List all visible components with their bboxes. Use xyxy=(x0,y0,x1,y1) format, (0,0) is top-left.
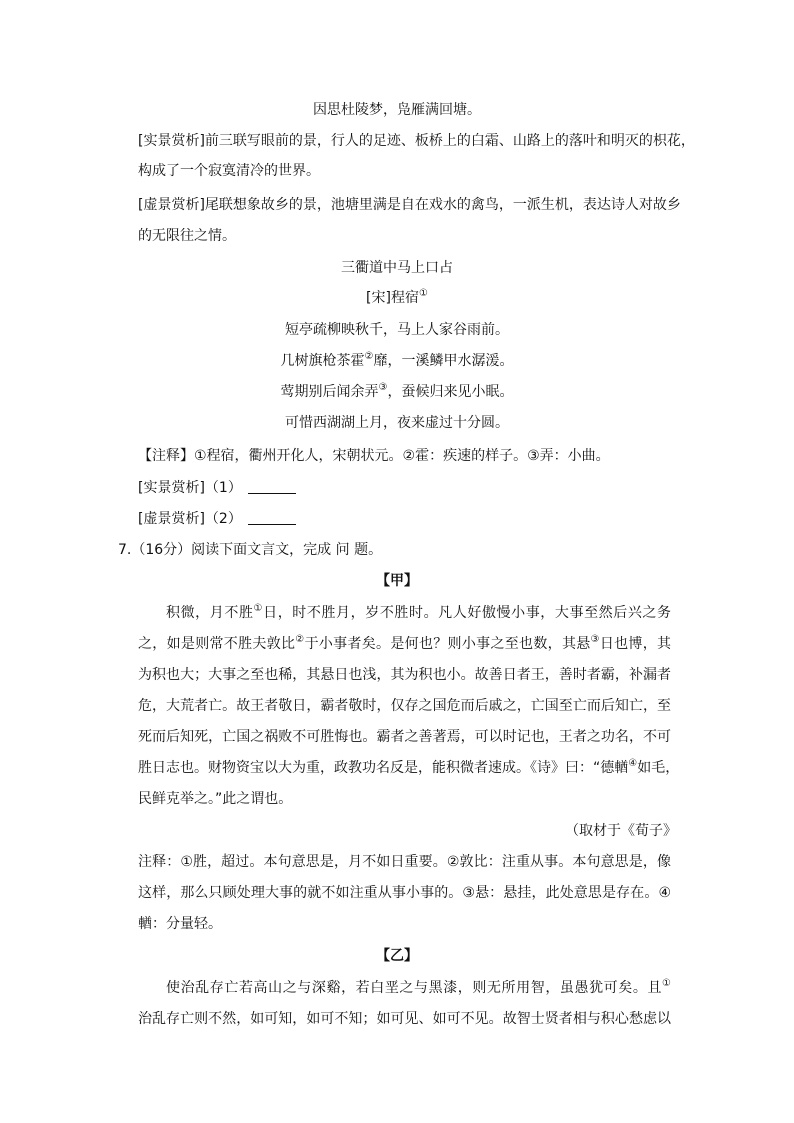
passage-a-source: （取材于《荀子》 xyxy=(565,823,677,839)
poem2-line3-part-b: ，蚕候归来见小眠。 xyxy=(387,384,514,400)
part-a-title: 【甲】 xyxy=(376,573,418,589)
poem1-last-line: 因思杜陵梦，凫雁满回塘。 xyxy=(313,102,481,118)
passage-b-line1-part1: 使治乱存亡若高山之与深谿，若白垩之与黑漆，则无所用智，虽愚犹可矣。且 xyxy=(166,980,663,996)
virtual-appreciation-question xyxy=(138,509,296,529)
passage-b-line1 xyxy=(166,978,671,998)
passage-a-line2-part3: 日也博，其 xyxy=(599,636,672,652)
poem2-author-name: [宋]程宿 xyxy=(366,290,419,306)
passage-a-line6-part2: 如毛， xyxy=(637,760,680,776)
poem2-line3-note-marker: ③ xyxy=(378,382,388,393)
passage-a-note-line2: 这样，那么只顾处理大事的就不如注重从事小事的。③悬：悬挂，此处意思是存在。④ xyxy=(138,885,671,901)
passage-a-line6 xyxy=(138,758,680,778)
passage-a-note-line1: 注释：①胜，超过。本句意思是，月不如日重要。②敦比：注重从事。本句意思是，像 xyxy=(138,854,671,870)
passage-a-line1 xyxy=(166,603,671,623)
passage-a-line4: 危，大荒者亡。故王者敬日，霸者敬时，仅存之国危而后戚之，亡国至亡而后知亡，至 xyxy=(138,698,671,714)
poem2-title: 三衢道中马上口占 xyxy=(341,260,453,276)
poem2-line4: 可惜西湖湖上月，夜来虚过十分圆。 xyxy=(285,415,509,431)
passage-a-line2-part2: 于小事者矣。是何也？则小事之至也数，其悬 xyxy=(304,636,591,652)
poem2-line3 xyxy=(0,382,794,402)
passage-a-note-line3: 輶：分量轻。 xyxy=(138,916,222,932)
passage-a-note-marker-4: ④ xyxy=(628,758,638,769)
passage-a-line2-part1: 之，如是则常不胜夫敦比 xyxy=(138,636,296,652)
poem2-line3-part-a: 莺期别后闻余弄 xyxy=(280,384,379,400)
poem2-author xyxy=(0,288,794,308)
poem2-line1: 短亭疏柳映秋千，马上人家谷雨前。 xyxy=(285,322,509,338)
poem2-line2-part-a: 几树旗枪茶霍 xyxy=(280,353,365,369)
poem2-line2-note-marker: ② xyxy=(364,351,374,362)
real-appreciation-question-label: [实景赏析]（1） xyxy=(138,480,242,496)
virtual-appreciation-line2: 的无限往之情。 xyxy=(138,228,236,244)
passage-a-line3: 为积也大；大事之至也稀，其悬日也浅，其为积也小。故善日者王，善时者霸，补漏者 xyxy=(138,667,671,683)
part-b-title: 【乙】 xyxy=(376,948,418,964)
passage-a-line7: 民鲜克举之。”此之谓也。 xyxy=(138,791,293,807)
poem2-line2 xyxy=(0,351,794,371)
poem2-line2-part-b: 靡，一溪鳞甲水潺湲。 xyxy=(373,353,514,369)
passage-b-line2: 治乱存亡则不然，如可知，如可不知；如可见、如可不见。故智士贤者相与积心愁虑以 xyxy=(138,1011,671,1027)
passage-b-note-marker-1: ① xyxy=(662,978,671,989)
question-7-heading: 7.（16分）阅读下面文言文，完成 问 题。 xyxy=(118,542,383,558)
passage-a-line6-part1: 胜日志也。财物资宝以大为重，政教功名反是，能积微者速成。《诗》曰：“德輶 xyxy=(138,760,629,776)
real-appreciation-line1: [实景赏析]前三联写眼前的景，行人的足迹、板桥上的白霜、山路上的落叶和明灭的枳花， xyxy=(138,133,695,149)
passage-a-line1-part2: 日，时不胜月，岁不胜时。凡人好傲慢小事，大事至然后兴之务 xyxy=(263,605,672,621)
answer-blank-1[interactable] xyxy=(248,479,296,494)
answer-blank-2[interactable] xyxy=(248,510,296,525)
real-appreciation-question xyxy=(138,478,296,498)
virtual-appreciation-line1: [虚景赏析]尾联想象故乡的景，池塘里满是自在戏水的禽鸟，一派生机，表达诗人对故乡 xyxy=(138,197,681,213)
virtual-appreciation-question-label: [虚景赏析]（2） xyxy=(138,511,242,527)
poem2-notes: 【注释】①程宿，衢州开化人，宋朝状元。②霍：疾速的样子。③弄：小曲。 xyxy=(138,448,610,464)
passage-a-note-marker-2: ② xyxy=(295,634,305,645)
passage-a-line2 xyxy=(138,634,671,654)
passage-a-note-marker-3: ③ xyxy=(590,634,600,645)
poem2-author-note-marker: ① xyxy=(418,288,428,299)
passage-a-note-marker-1: ① xyxy=(253,603,264,614)
passage-a-line5: 死而后知死，亡国之祸败不可胜悔也。霸者之善著焉，可以时记也，王者之功名，不可 xyxy=(138,729,671,745)
passage-a-line1-part1: 积微，月不胜 xyxy=(166,605,254,621)
real-appreciation-line2: 构成了一个寂寞清冷的世界。 xyxy=(138,163,320,179)
